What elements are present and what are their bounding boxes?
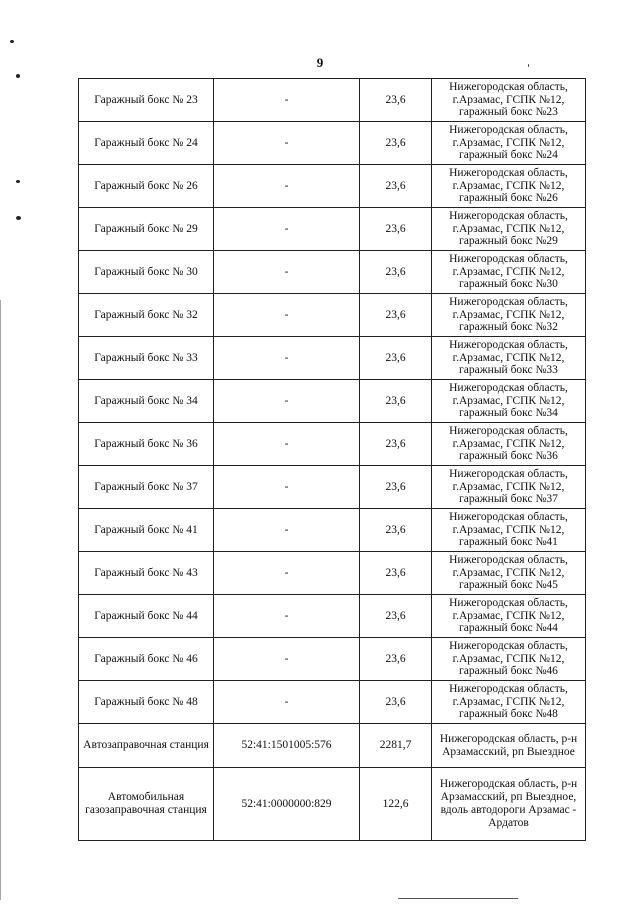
address-cell: Нижегородская область, г.Арзамас, ГСПК №12, гаражный бокс №29 [432,208,586,251]
cadastral-number-cell: - [214,681,360,724]
cadastral-number-cell: - [214,552,360,595]
table-row [79,122,586,165]
table-row [79,294,586,337]
cadastral-number-cell: - [214,165,360,208]
area-cell: 23,6 [360,294,432,337]
area-cell: 2281,7 [360,724,432,768]
area-cell: 23,6 [360,638,432,681]
area-cell: 23,6 [360,165,432,208]
object-name-cell: Гаражный бокс № 32 [79,294,214,337]
object-name-cell: Гаражный бокс № 26 [79,165,214,208]
table-row [79,552,586,595]
cadastral-number-cell: 52:41:1501005:576 [214,724,360,768]
area-cell: 122,6 [360,768,432,841]
area-cell: 23,6 [360,595,432,638]
area-cell: 23,6 [360,337,432,380]
address-cell: Нижегородская область, г.Арзамас, ГСПК №12, гаражный бокс №45 [432,552,586,595]
scan-speck [16,216,21,220]
address-cell: Нижегородская область, г.Арзамас, ГСПК №12, гаражный бокс №30 [432,251,586,294]
object-name-cell: Гаражный бокс № 43 [79,552,214,595]
area-cell: 23,6 [360,380,432,423]
page-number: 9 [316,55,324,70]
address-cell: Нижегородская область, г.Арзамас, ГСПК №12, гаражный бокс №37 [432,466,586,509]
cadastral-number-cell: - [214,122,360,165]
object-name-cell: Гаражный бокс № 44 [79,595,214,638]
object-name-cell: Гаражный бокс № 24 [79,122,214,165]
table-row [79,165,586,208]
table-row [79,208,586,251]
object-name-cell: Гаражный бокс № 33 [79,337,214,380]
address-cell: Нижегородская область, р-н Арзамасский, рп Выездное [432,724,586,768]
table-row [79,509,586,552]
area-cell: 23,6 [360,552,432,595]
area-cell: 23,6 [360,251,432,294]
cadastral-number-cell: - [214,251,360,294]
object-name-cell: Гаражный бокс № 37 [79,466,214,509]
area-cell: 23,6 [360,509,432,552]
cadastral-number-cell: - [214,466,360,509]
table-row [79,466,586,509]
address-cell: Нижегородская область, г.Арзамас, ГСПК №12, гаражный бокс №24 [432,122,586,165]
table-row [79,681,586,724]
cadastral-number-cell: - [214,595,360,638]
address-cell: Нижегородская область, р-н Арзамасский, рп Выездное, вдоль автодороги Арзамас - Ардатов [432,768,586,841]
area-cell: 23,6 [360,423,432,466]
object-name-cell: Автозаправочная станция [79,724,214,768]
address-cell: Нижегородская область, г.Арзамас, ГСПК №12, гаражный бокс №23 [432,79,586,122]
address-cell: Нижегородская область, г.Арзамас, ГСПК №12, гаражный бокс №44 [432,595,586,638]
cadastral-number-cell: - [214,337,360,380]
cadastral-number-cell: - [214,208,360,251]
area-cell: 23,6 [360,466,432,509]
cadastral-number-cell: 52:41:0000000:829 [214,768,360,841]
area-cell: 23,6 [360,122,432,165]
table-row [79,79,586,122]
scan-speck [16,74,20,78]
cadastral-number-cell: - [214,294,360,337]
scan-speck [528,64,529,67]
area-cell: 23,6 [360,208,432,251]
footer-rule [398,898,518,899]
address-cell: Нижегородская область, г.Арзамас, ГСПК №12, гаражный бокс №48 [432,681,586,724]
cadastral-number-cell: - [214,79,360,122]
address-cell: Нижегородская область, г.Арзамас, ГСПК №12, гаражный бокс №33 [432,337,586,380]
property-table [78,78,586,841]
scan-speck [16,180,20,183]
table-row [79,423,586,466]
area-cell: 23,6 [360,681,432,724]
cadastral-number-cell: - [214,423,360,466]
address-cell: Нижегородская область, г.Арзамас, ГСПК №12, гаражный бокс №46 [432,638,586,681]
address-cell: Нижегородская область, г.Арзамас, ГСПК №12, гаражный бокс №41 [432,509,586,552]
address-cell: Нижегородская область, г.Арзамас, ГСПК №12, гаражный бокс №34 [432,380,586,423]
table-row [79,724,586,768]
scan-speck [10,40,14,43]
table-row [79,768,586,841]
table-row [79,251,586,294]
object-name-cell: Гаражный бокс № 48 [79,681,214,724]
address-cell: Нижегородская область, г.Арзамас, ГСПК №12, гаражный бокс №26 [432,165,586,208]
object-name-cell: Гаражный бокс № 30 [79,251,214,294]
table-row [79,638,586,681]
table-row [79,337,586,380]
table-row [79,380,586,423]
cadastral-number-cell: - [214,509,360,552]
object-name-cell: Автомобильная газозаправочная станция [79,768,214,841]
object-name-cell: Гаражный бокс № 36 [79,423,214,466]
object-name-cell: Гаражный бокс № 34 [79,380,214,423]
table-row [79,595,586,638]
object-name-cell: Гаражный бокс № 23 [79,79,214,122]
scan-edge [0,300,1,900]
address-cell: Нижегородская область, г.Арзамас, ГСПК №12, гаражный бокс №36 [432,423,586,466]
object-name-cell: Гаражный бокс № 29 [79,208,214,251]
object-name-cell: Гаражный бокс № 46 [79,638,214,681]
address-cell: Нижегородская область, г.Арзамас, ГСПК №12, гаражный бокс №32 [432,294,586,337]
cadastral-number-cell: - [214,638,360,681]
object-name-cell: Гаражный бокс № 41 [79,509,214,552]
cadastral-number-cell: - [214,380,360,423]
area-cell: 23,6 [360,79,432,122]
